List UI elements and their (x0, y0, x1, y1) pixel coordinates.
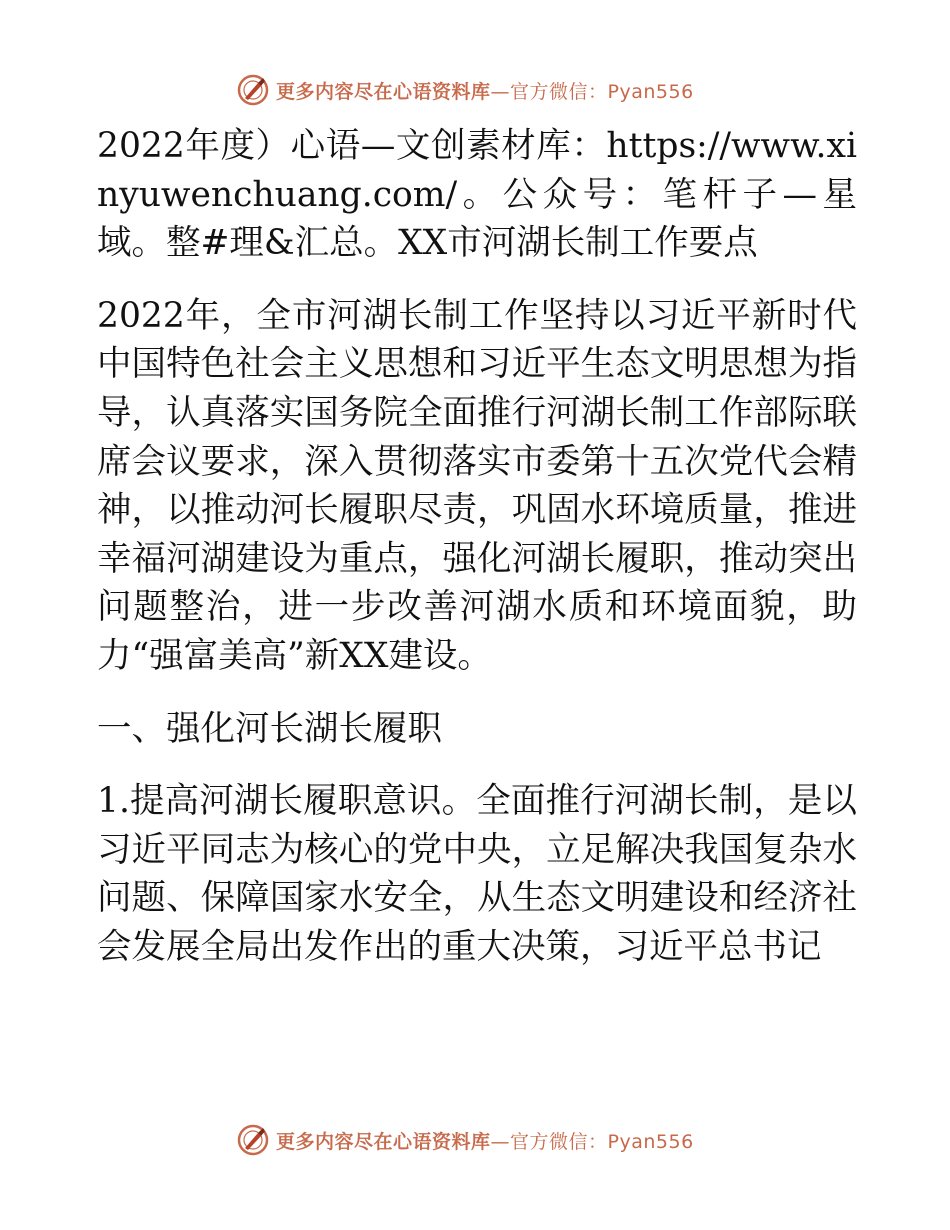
banner-wechat-label: 官方微信： (510, 80, 608, 103)
banner-main-text: 更多内容尽在心语资料库 (276, 80, 491, 103)
banner-wechat-label: 官方微信： (510, 1130, 608, 1153)
paragraph-item-1: 1.提高河湖长履职意识。全面推行河湖长制，是以习近平同志为核心的党中央，立足解决我国复杂水问题、保障国家水安全，从生态文明建设和经济社会发展全局出发作出的重大决策，习近平总书记 (97, 781, 857, 967)
paragraph-intro: 2022年度）心语—文创素材库：https://www.xinyuwenchuang.com/。公众号：笔杆子—星域。整#理&汇总。XX市河湖长制工作要点 (97, 126, 857, 264)
banner-dash: — (490, 1130, 511, 1153)
section-heading: 一、强化河长湖长履职 (97, 708, 442, 749)
document-body (97, 122, 857, 972)
banner-wechat-id: Pyan556 (607, 80, 694, 103)
pen-nib-seal-icon (236, 1123, 270, 1157)
header-banner (236, 70, 694, 110)
footer-banner (236, 1120, 694, 1160)
banner-text (276, 1127, 694, 1154)
pen-nib-seal-icon (236, 73, 270, 107)
banner-dash: — (490, 80, 511, 103)
banner-text (276, 77, 694, 104)
banner-main-text: 更多内容尽在心语资料库 (276, 1130, 491, 1153)
banner-wechat-id: Pyan556 (607, 1130, 694, 1153)
paragraph-overview: 2022年，全市河湖长制工作坚持以习近平新时代中国特色社会主义思想和习近平生态文明思想为指导，认真落实国务院全面推行河湖长制工作部际联席会议要求，深入贯彻落实市委第十五次党代会精神，以推动河长履职尽责，巩固水环境质量，推进幸福河湖建设为重点，强化河湖长履职，推动突出问题整治，进一步改善河湖水质和环境面貌，助力“强富美高”新XX建设。 (97, 295, 857, 676)
